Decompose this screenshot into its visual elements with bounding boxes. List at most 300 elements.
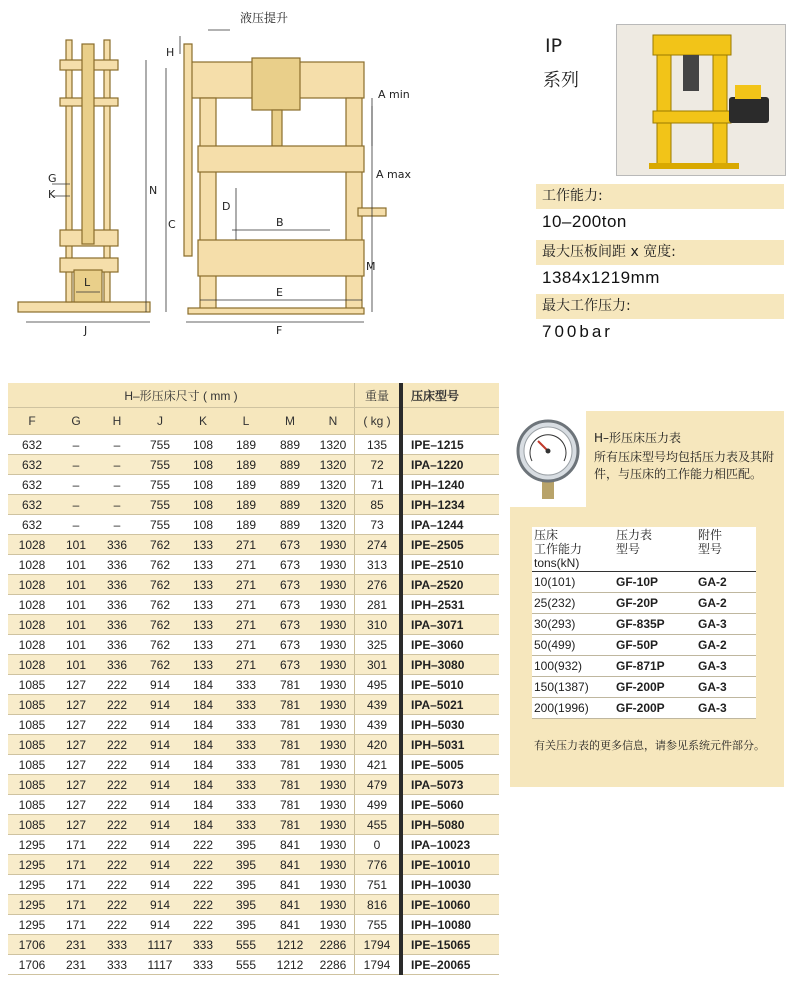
weight-cell: 495	[355, 675, 402, 695]
table-row	[8, 615, 499, 635]
model-cell: IPE–1215	[401, 435, 499, 455]
dimension-cell: –	[96, 515, 138, 535]
dimension-cell: 333	[96, 955, 138, 975]
dimension-cell: 133	[182, 555, 224, 575]
dimension-cell: 108	[182, 435, 224, 455]
dimension-cell: 395	[224, 915, 268, 935]
label-N: N	[149, 184, 158, 197]
label-A-min: A min	[378, 88, 410, 101]
gauge-model-cell: GF-871P	[614, 656, 696, 677]
spec-value: 700bar	[542, 322, 613, 341]
dimension-cell: 231	[56, 955, 96, 975]
dimension-cell: 1117	[138, 935, 182, 955]
weight-cell: 281	[355, 595, 402, 615]
dimension-cell: 222	[182, 835, 224, 855]
dimension-cell: 1028	[8, 575, 56, 595]
dimension-cell: 271	[224, 595, 268, 615]
winch-chain	[184, 44, 192, 256]
group-header: H–形压床尺寸 ( mm )	[8, 383, 355, 408]
dimension-cell: 1706	[8, 935, 56, 955]
model-cell: IPH–10030	[401, 875, 499, 895]
model-header: 压床型号	[401, 383, 499, 408]
weight-cell: 479	[355, 775, 402, 795]
press-photo-icon	[617, 25, 785, 175]
gauge-accessory-cell: GA-2	[696, 572, 756, 593]
gauge-table-body	[532, 572, 756, 719]
dimension-cell: 222	[96, 695, 138, 715]
model-cell: IPE–20065	[401, 955, 499, 975]
label-E: E	[276, 286, 283, 299]
model-cell: IPH–3080	[401, 655, 499, 675]
dimension-cell: 171	[56, 835, 96, 855]
dimension-cell: 1930	[312, 715, 355, 735]
table-row	[8, 715, 499, 735]
table-row	[8, 755, 499, 775]
label-K: K	[48, 188, 56, 201]
dimension-cell: 222	[96, 755, 138, 775]
label-B: B	[276, 216, 284, 229]
gauge-capacity-cell: 25(232)	[532, 593, 614, 614]
dimension-cell: 127	[56, 735, 96, 755]
gauge-accessory-cell: GA-2	[696, 593, 756, 614]
gauge-accessory-cell: GA-3	[696, 677, 756, 698]
weight-cell: 751	[355, 875, 402, 895]
gauge-header-model-text: 压力表 型号	[616, 528, 653, 556]
dimension-cell: 336	[96, 655, 138, 675]
weight-cell: 301	[355, 655, 402, 675]
model-cell: IPA–5021	[401, 695, 499, 715]
label-C: C	[168, 218, 176, 231]
dimension-cell: 755	[138, 455, 182, 475]
gauge-row	[532, 677, 756, 698]
dimension-cell: 336	[96, 575, 138, 595]
dimension-cell: 632	[8, 435, 56, 455]
front-upper-bolster	[198, 146, 364, 172]
dimension-cell: 333	[96, 935, 138, 955]
dimension-cell: 781	[268, 735, 312, 755]
dimension-cell: 673	[268, 575, 312, 595]
dimension-cell: 184	[182, 735, 224, 755]
dimension-cell: 133	[182, 655, 224, 675]
dimension-cell: 914	[138, 855, 182, 875]
model-cell: IPH–5030	[401, 715, 499, 735]
dimension-cell: 336	[96, 535, 138, 555]
column-header: F	[8, 408, 56, 435]
dimension-cell: 171	[56, 895, 96, 915]
dimension-cell: 189	[224, 515, 268, 535]
weight-cell: 0	[355, 835, 402, 855]
dimension-cell: 336	[96, 635, 138, 655]
dimension-cell: 189	[224, 435, 268, 455]
dimension-cell: 1320	[312, 495, 355, 515]
dimension-cell: 184	[182, 755, 224, 775]
gauge-title: H–形压床压力表	[594, 431, 682, 445]
dimension-cell: –	[56, 455, 96, 475]
dimension-cell: 1930	[312, 555, 355, 575]
weight-cell: 85	[355, 495, 402, 515]
dimension-cell: 914	[138, 815, 182, 835]
gauge-capacity-cell: 100(932)	[532, 656, 614, 677]
dimension-cell: 133	[182, 535, 224, 555]
weight-cell: 439	[355, 695, 402, 715]
table-body	[8, 435, 499, 975]
dimension-cell: 914	[138, 835, 182, 855]
dimension-cell: 184	[182, 775, 224, 795]
model-cell: IPE–2505	[401, 535, 499, 555]
dimension-cell: –	[56, 435, 96, 455]
model-cell: IPE–10010	[401, 855, 499, 875]
model-cell: IPE–2510	[401, 555, 499, 575]
dimension-cell: 2286	[312, 935, 355, 955]
label-M: M	[366, 260, 376, 273]
dimension-cell: 1320	[312, 435, 355, 455]
weight-cell: 310	[355, 615, 402, 635]
dimension-cell: 1930	[312, 695, 355, 715]
table-row	[8, 855, 499, 875]
gauge-capacity-cell: 200(1996)	[532, 698, 614, 719]
dimension-cell: 781	[268, 675, 312, 695]
table-row	[8, 795, 499, 815]
dimension-cell: 762	[138, 655, 182, 675]
dimension-cell: 1085	[8, 755, 56, 775]
dimension-cell: 673	[268, 635, 312, 655]
dimension-cell: 673	[268, 615, 312, 635]
gauge-capacity-cell: 30(293)	[532, 614, 614, 635]
dimension-cell: 127	[56, 755, 96, 775]
model-cell: IPH–2531	[401, 595, 499, 615]
dimension-cell: 762	[138, 535, 182, 555]
label-L: L	[84, 276, 91, 289]
weight-cell: 276	[355, 575, 402, 595]
dimension-cell: 841	[268, 835, 312, 855]
column-header: H	[96, 408, 138, 435]
press-dimension-diagram	[0, 0, 520, 340]
gauge-row	[532, 614, 756, 635]
dimension-cell: 222	[96, 815, 138, 835]
model-cell: IPH–10080	[401, 915, 499, 935]
dimension-cell: 127	[56, 675, 96, 695]
dimension-cell: 333	[224, 715, 268, 735]
dimension-cell: 108	[182, 475, 224, 495]
weight-cell: 455	[355, 815, 402, 835]
weight-cell: 325	[355, 635, 402, 655]
table-row	[8, 455, 499, 475]
dimension-cell: 841	[268, 875, 312, 895]
dimension-cell: –	[96, 455, 138, 475]
dimension-cell: 171	[56, 855, 96, 875]
series-code: IP	[545, 35, 563, 57]
dimension-cell: 184	[182, 675, 224, 695]
dimension-cell: 1930	[312, 535, 355, 555]
model-cell: IPA–1244	[401, 515, 499, 535]
weight-cell: 135	[355, 435, 402, 455]
dimension-cell: 222	[96, 895, 138, 915]
dimension-cell: 222	[182, 895, 224, 915]
weight-cell: 1794	[355, 935, 402, 955]
dimension-cell: 914	[138, 695, 182, 715]
dimension-cell: 271	[224, 655, 268, 675]
dimension-cell: 222	[182, 915, 224, 935]
dimension-cell: 222	[96, 875, 138, 895]
dimension-cell: –	[56, 495, 96, 515]
dimension-cell: 101	[56, 535, 96, 555]
dimension-cell: 133	[182, 595, 224, 615]
dimension-cell: 914	[138, 895, 182, 915]
dimension-cell: 133	[182, 575, 224, 595]
weight-cell: 755	[355, 915, 402, 935]
dimension-cell: 632	[8, 495, 56, 515]
dimension-cell: 184	[182, 715, 224, 735]
dimension-cell: 1028	[8, 555, 56, 575]
dimension-cell: 781	[268, 775, 312, 795]
dimension-cell: 127	[56, 775, 96, 795]
dimension-cell: 271	[224, 535, 268, 555]
table-row	[8, 675, 499, 695]
model-cell: IPA–3071	[401, 615, 499, 635]
spec-label: 工作能力:	[536, 184, 784, 209]
dimension-cell: 1117	[138, 955, 182, 975]
gauge-model-cell: GF-835P	[614, 614, 696, 635]
dimension-cell: 889	[268, 515, 312, 535]
dimension-cell: –	[56, 515, 96, 535]
dimension-cell: 333	[224, 815, 268, 835]
dimension-cell: 336	[96, 595, 138, 615]
dimension-cell: 632	[8, 455, 56, 475]
front-bed	[198, 240, 364, 276]
gauge-row	[532, 656, 756, 677]
gauge-model-cell: GF-10P	[614, 572, 696, 593]
dimension-cell: 914	[138, 755, 182, 775]
column-header: K	[182, 408, 224, 435]
dimension-cell: 1930	[312, 875, 355, 895]
dimension-cell: 184	[182, 815, 224, 835]
dimension-cell: 127	[56, 815, 96, 835]
series-name: 系列	[543, 70, 579, 91]
dimension-cell: 1295	[8, 835, 56, 855]
gauge-capacity-cell: 50(499)	[532, 635, 614, 656]
table-row	[8, 575, 499, 595]
weight-cell: 439	[355, 715, 402, 735]
label-D: D	[222, 200, 231, 213]
dimension-cell: 333	[224, 695, 268, 715]
dimension-cell: 171	[56, 875, 96, 895]
dimension-cell: 231	[56, 935, 96, 955]
dimension-cell: 755	[138, 475, 182, 495]
table-row	[8, 555, 499, 575]
dimension-cell: 1930	[312, 635, 355, 655]
spec-label: 最大压板间距 x 宽度:	[536, 240, 784, 265]
dimension-cell: 189	[224, 455, 268, 475]
weight-cell: 71	[355, 475, 402, 495]
dimension-cell: 189	[224, 475, 268, 495]
dimension-cell: 1028	[8, 635, 56, 655]
front-left-column	[200, 98, 216, 310]
column-header: J	[138, 408, 182, 435]
dimension-cell: 333	[224, 795, 268, 815]
dimension-cell: 127	[56, 795, 96, 815]
dimension-cell: 1930	[312, 915, 355, 935]
model-cell: IPE–15065	[401, 935, 499, 955]
dimension-cell: 1295	[8, 895, 56, 915]
table-row	[8, 535, 499, 555]
table-row	[8, 875, 499, 895]
dimension-cell: 1212	[268, 935, 312, 955]
dimension-cell: 1930	[312, 615, 355, 635]
table-row	[8, 595, 499, 615]
dimension-cell: 762	[138, 635, 182, 655]
side-base	[18, 302, 150, 312]
dimension-cell: –	[96, 435, 138, 455]
dimension-cell: 781	[268, 715, 312, 735]
front-cylinder	[252, 58, 300, 110]
dimension-cell: 841	[268, 895, 312, 915]
gauge-accessory-cell: GA-2	[696, 635, 756, 656]
dimension-cell: 673	[268, 595, 312, 615]
weight-cell: 776	[355, 855, 402, 875]
weight-cell: 421	[355, 755, 402, 775]
weight-cell: 73	[355, 515, 402, 535]
dimension-cell: 914	[138, 875, 182, 895]
model-cell: IPE–10060	[401, 895, 499, 915]
dimension-cell: 1085	[8, 775, 56, 795]
model-cell: IPA–10023	[401, 835, 499, 855]
gauge-model-cell: GF-50P	[614, 635, 696, 656]
dimension-cell: 1085	[8, 815, 56, 835]
dimension-cell: 336	[96, 555, 138, 575]
gauge-accessory-cell: GA-3	[696, 614, 756, 635]
dimension-cell: 914	[138, 915, 182, 935]
column-header: M	[268, 408, 312, 435]
dimension-cell: 555	[224, 935, 268, 955]
weight-cell: 816	[355, 895, 402, 915]
dimension-cell: 333	[224, 675, 268, 695]
dimension-cell: 914	[138, 775, 182, 795]
dimension-cell: 101	[56, 575, 96, 595]
dimension-cell: 1212	[268, 955, 312, 975]
dimension-cell: 781	[268, 755, 312, 775]
dimension-cell: 673	[268, 535, 312, 555]
table-row	[8, 435, 499, 455]
gauge-header-capacity-text: 压床 工作能力 tons(kN)	[534, 528, 583, 570]
dimension-cell: 222	[182, 855, 224, 875]
label-H: H	[166, 46, 175, 59]
dimension-cell: 1320	[312, 455, 355, 475]
dimension-cell: 1930	[312, 775, 355, 795]
dimension-cell: 101	[56, 595, 96, 615]
dimension-cell: 1085	[8, 735, 56, 755]
table-row	[8, 895, 499, 915]
front-ram	[272, 110, 282, 146]
model-cell: IPH–5080	[401, 815, 499, 835]
dimension-cell: 1320	[312, 515, 355, 535]
dimension-cell: –	[96, 475, 138, 495]
table-row	[8, 635, 499, 655]
dimension-cell: 1930	[312, 595, 355, 615]
dimension-cell: 333	[224, 735, 268, 755]
gauge-row	[532, 593, 756, 614]
dimension-cell: 1930	[312, 735, 355, 755]
dimension-cell: 1320	[312, 475, 355, 495]
press-dimension-table	[8, 383, 499, 975]
dimension-cell: 395	[224, 895, 268, 915]
weight-unit: ( kg )	[355, 408, 402, 435]
spec-value: 1384x1219mm	[542, 268, 660, 287]
gauge-accessory-cell: GA-3	[696, 698, 756, 719]
dimension-cell: 271	[224, 555, 268, 575]
table-row	[8, 515, 499, 535]
dimension-cell: 133	[182, 615, 224, 635]
pressure-gauge-icon	[510, 411, 586, 507]
dimension-cell: 333	[182, 935, 224, 955]
dimension-cell: 1706	[8, 955, 56, 975]
table-row	[8, 775, 499, 795]
dimension-cell: 1295	[8, 915, 56, 935]
dimension-cell: 1930	[312, 755, 355, 775]
dimension-cell: 133	[182, 635, 224, 655]
model-cell: IPE–3060	[401, 635, 499, 655]
dimension-cell: 841	[268, 915, 312, 935]
dimension-cell: 1085	[8, 675, 56, 695]
model-cell: IPH–1240	[401, 475, 499, 495]
dimension-cell: 1028	[8, 655, 56, 675]
gauge-row	[532, 572, 756, 593]
dimension-cell: 889	[268, 495, 312, 515]
dimension-cell: 914	[138, 795, 182, 815]
label-G: G	[48, 172, 57, 185]
spec-capacity	[536, 184, 784, 235]
gauge-capacity-cell: 150(1387)	[532, 677, 614, 698]
dimension-cell: 222	[96, 775, 138, 795]
dimension-cell: 395	[224, 875, 268, 895]
gauge-table	[532, 527, 756, 719]
weight-cell: 499	[355, 795, 402, 815]
dimension-cell: 189	[224, 495, 268, 515]
dimension-cell: 271	[224, 615, 268, 635]
diagram-caption: 液压提升	[240, 11, 289, 25]
weight-cell: 1794	[355, 955, 402, 975]
dimension-cell: 1930	[312, 675, 355, 695]
side-cylinder	[82, 44, 94, 244]
dimension-cell: 101	[56, 655, 96, 675]
dimension-cell: 184	[182, 795, 224, 815]
dimension-cell: 781	[268, 815, 312, 835]
gauge-panel	[510, 411, 784, 787]
spec-pressure	[536, 294, 784, 345]
column-header: L	[224, 408, 268, 435]
gauge-header-accessory-text: 附件 型号	[698, 528, 723, 556]
table-row	[8, 835, 499, 855]
dimension-cell: 755	[138, 515, 182, 535]
dimension-cell: 271	[224, 575, 268, 595]
dimension-cell: 336	[96, 615, 138, 635]
dimension-cell: 222	[182, 875, 224, 895]
gauge-accessory-cell: GA-3	[696, 656, 756, 677]
dimension-cell: 781	[268, 695, 312, 715]
weight-cell: 313	[355, 555, 402, 575]
dimension-cell: 333	[224, 755, 268, 775]
dimension-cell: 1930	[312, 895, 355, 915]
column-header: N	[312, 408, 355, 435]
spec-opening	[536, 240, 784, 291]
dimension-cell: 1930	[312, 575, 355, 595]
dimension-cell: 222	[96, 915, 138, 935]
dimension-cell: 127	[56, 695, 96, 715]
dimension-cell: 555	[224, 955, 268, 975]
dimension-cell: 1295	[8, 875, 56, 895]
dimension-cell: 184	[182, 695, 224, 715]
table-row	[8, 935, 499, 955]
dimension-cell: 395	[224, 835, 268, 855]
